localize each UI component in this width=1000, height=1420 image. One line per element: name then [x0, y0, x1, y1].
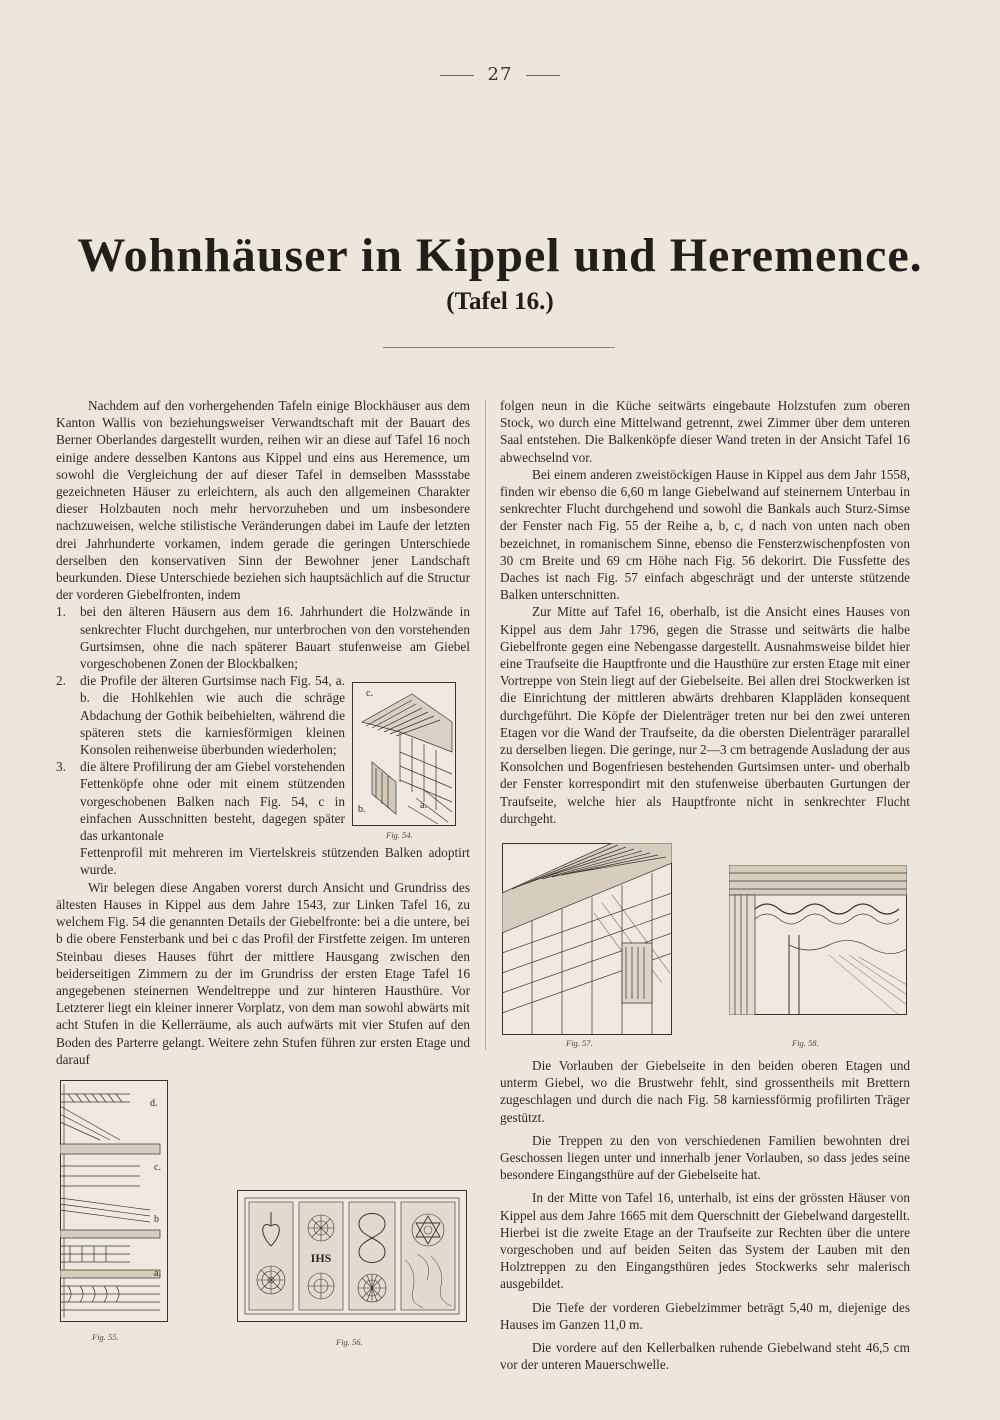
- page-number: [0, 64, 1000, 85]
- page-title: Wohnhäuser in Kippel und Heremence.: [77, 229, 923, 282]
- figure-55-caption: Fig. 55.: [92, 1332, 119, 1342]
- figure-55-label-d: d.: [150, 1098, 158, 1109]
- column-divider: [485, 400, 486, 1050]
- figure-58: [729, 865, 907, 1015]
- figure-56-monogram: IHS: [310, 1251, 332, 1265]
- figure-55-label-a: a.: [154, 1268, 161, 1279]
- figure-58-caption: Fig. 58.: [792, 1038, 819, 1048]
- list-item: [56, 603, 470, 672]
- lower-paragraph-2: Die Treppen zu den von verschiedenen Familien bewohnten drei Geschossen liegen unter und innerhalb jener Vorlauben, so dass jedes seine besondere Eingangsthüre auf der Giebelseite hat.: [500, 1132, 910, 1183]
- figure-54-label-c: c.: [366, 688, 373, 699]
- right-paragraph-1: folgen neun in die Küche seitwärts eingebaute Holzstufen zum oberen Stock, wo durch eine Mittelwand getrennt, zwei Zimmer über dem unteren Saal entstehen. Die Balkenköpfe dieser Wand treten in der Ansicht Tafel 16 abwechselnd vor.: [500, 398, 910, 465]
- right-column: [500, 397, 910, 827]
- figure-54-illustration: [352, 682, 456, 826]
- continuation-paragraph: Wir belegen diese Angaben vorerst durch Ansicht und Grundriss des ältesten Hauses in Kippel aus dem Jahre 1543, zur Linken Tafel 16, zu welchem Fig. 54 die genannten Details der Giebelfronte: bei a die untere, bei b die obere Fensterbank und bei c das Profil der Firstfette zeigen. Im unteren Steinbau dieses Hauses führt der mittlere Hausgang zwischen den beiderseitigen Zimmern zu der im Grundriss der ersten Etage Tafel 16 angegebenen steinernen Wendeltreppe und zur hinteren Hausthüre. Vor Letzterer liegt ein kleiner innerer Vorplatz, von dem man sowohl abwärts mit acht Stufen in die Kellerräume, als auch aufwärts mit vier Stufen auf den Boden des Parterre gelangt. Weitere zehn Stufen führen zur ersten Etage und darauf: [56, 879, 470, 1067]
- page-number-text: 27: [487, 64, 513, 85]
- list-item-text: bei den älteren Häusern aus dem 16. Jahrhundert die Holzwände in senkrechter Flucht durchgehen, nur unterbrochen von den vorstehenden Gurtsimsen, ohne die nach späterer Bauart stufenweise am Giebel vorgeschobenen Zonen der Blockbalken;: [80, 604, 470, 672]
- list-item-number: 1.: [56, 604, 66, 620]
- right-paragraph-3: Zur Mitte auf Tafel 16, oberhalb, ist die Ansicht eines Hauses von Kippel aus dem Jahr 1796, gegen die Strasse und seitwärts die halbe Giebelfronte gegen eine Nebengasse dargestellt. Ausnahmsweise bildet hier eine Traufseite die Hauptfronte und die Hausthüre zur ersten Etage mit einer Vortreppe von Stein liegt auf der Giebelseite. Bei allen drei Stockwerken ist die Einrichtung der mittleren abwärts drehbaren Klappläden konsequent durchgeführt. Die Köpfe der Dielenträger treten nur bei den zwei unteren Etagen vor die Wand der Traufseite, da die obersten Dielenträger pararallel zu derselben liegen. Die geringe, nur 2—3 cm betragende Ausladung der aus Konsolchen und Bogenfriesen bestehenden Gurtsimsen unter- und oberhalb der Fenster korrespondirt mit den stufenweise überbauten Gurtungen der Traufseite, welche hier als Hauptfronte nicht in senkrechter Flucht durchgeht.: [500, 604, 910, 826]
- figure-55-label-b: b: [154, 1214, 159, 1225]
- list-item-text-continued: Fettenprofil mit mehreren im Viertelskreis stützenden Balken adoptirt wurde.: [80, 845, 470, 878]
- lower-paragraph-4: Die Tiefe der vorderen Giebelzimmer beträgt 5,40 m, diejenige des Hauses im Ganzen 11,0 m.: [500, 1299, 910, 1332]
- page-number-rule-left: [440, 75, 474, 76]
- figure-54-label-b: b.: [358, 804, 366, 815]
- figure-57-illustration: [502, 843, 672, 1035]
- figure-55-illustration: [60, 1080, 168, 1322]
- page-subtitle: (Tafel 16.): [446, 288, 554, 315]
- figure-55: [60, 1080, 168, 1322]
- figure-54: [352, 682, 456, 826]
- figure-58-illustration: [729, 865, 907, 1015]
- figure-57-caption: Fig. 57.: [566, 1038, 593, 1048]
- intro-paragraph: Nachdem auf den vorhergehenden Tafeln einige Blockhäuser aus dem Kanton Wallis von beziehungsweiser Verwandtschaft mit der Bauart des Berner Oberlandes dargestellt wurden, reihen wir an diese auf Tafel 16 noch einige andere desselben Kantons aus Kippel und eins aus Heremence, um sowohl die Vergleichung der auf dieser Tafel in demselben Massstabe gezeichneten Häuser zu erleichtern, als auch den allgemeinen Charakter dieser Holzbauten noch mehr hervorzuheben und um insbesondere nachzuweisen, welche stilistische Veränderungen dabei im Laufe der letzten drei Jahrhunderte vorkamen, indem gerade die geringen Unterschiede derselben den konservativen Sinn der Bewohner jener Landschaft beurkunden. Diese Unterschiede beziehen sich hauptsächlich auf die Structur der vorderen Giebelfronten, indem: [56, 398, 470, 603]
- list-item-number: 3.: [56, 759, 66, 775]
- title-divider: [383, 347, 615, 348]
- list-item-text: die Profile der älteren Gurtsimse nach Fig. 54, a. b. die Hohlkehlen wie auch die schräge Abdachung der Gothik beibehielten, während die späteren stets die karniesförmigen kleinen Konsolen reihenweise überbunden wiederholen;: [80, 673, 345, 758]
- figure-56-illustration: [237, 1190, 467, 1322]
- right-column-lower: [500, 1057, 910, 1379]
- figure-55-label-c: c.: [154, 1162, 161, 1173]
- figure-56: [237, 1190, 467, 1322]
- lower-paragraph-1: Die Vorlauben der Giebelseite in den beiden oberen Etagen und unterm Giebel, wo die Brustwehr fehlt, sind grossentheils mit Brettern zugeschlagen und durch die nach Fig. 58 karniessförmig profilirten Träger gestützt.: [500, 1058, 910, 1125]
- page-number-rule-right: [526, 75, 560, 76]
- right-paragraph-2: Bei einem anderen zweistöckigen Hause in Kippel aus dem Jahr 1558, finden wir ebenso die 6,60 m lange Giebelwand auf steinernem Unterbau in senkrechter Flucht durchgehend und sowohl die Bankals auch Sturz-Simse der Fenster nach Fig. 55 der Reihe a, b, c, d nach von unten nach oben bezeichnet, in romanischem Sinne, ebenso die Fensterzwischenpfosten von 30 cm Breite und 69 cm Höhe nach Fig. 56 dekorirt. Die Fussfette des Daches ist nach Fig. 57 einfach abgeschrägt und der unterste stützende Balken unterschnitten.: [500, 466, 910, 603]
- lower-paragraph-3: In der Mitte von Tafel 16, unterhalb, ist eins der grössten Häuser von Kippel aus dem Jahre 1665 mit dem Querschnitt der Giebelwand dargestellt. Hierbei ist die zweite Etage an der Traufseite zur Rechten über die untere vorgeschoben und auf beiden Seiten das System der Lauben mit den Holztreppen zu den Eingangsthüren jedes Stockwerks sehr malerisch ausgebildet.: [500, 1190, 910, 1292]
- figure-54-caption: Fig. 54.: [386, 830, 413, 840]
- list-item-number: 2.: [56, 673, 66, 689]
- figure-57: [502, 843, 672, 1035]
- figure-56-caption: Fig. 56.: [336, 1337, 363, 1347]
- list-item-text: die ältere Profilirung der am Giebel vorstehenden Fettenköpfe ohne oder mit einem stützenden vorgeschobenen Balken nach Fig. 54, c in einfachen Ausschnitten besteht, dagegen später das urkantonale: [80, 759, 345, 844]
- lower-paragraph-5: Die vordere auf den Kellerbalken ruhende Giebelwand steht 46,5 cm vor der unteren Mauerschwelle.: [500, 1340, 910, 1373]
- figure-54-label-a: a.: [420, 800, 427, 811]
